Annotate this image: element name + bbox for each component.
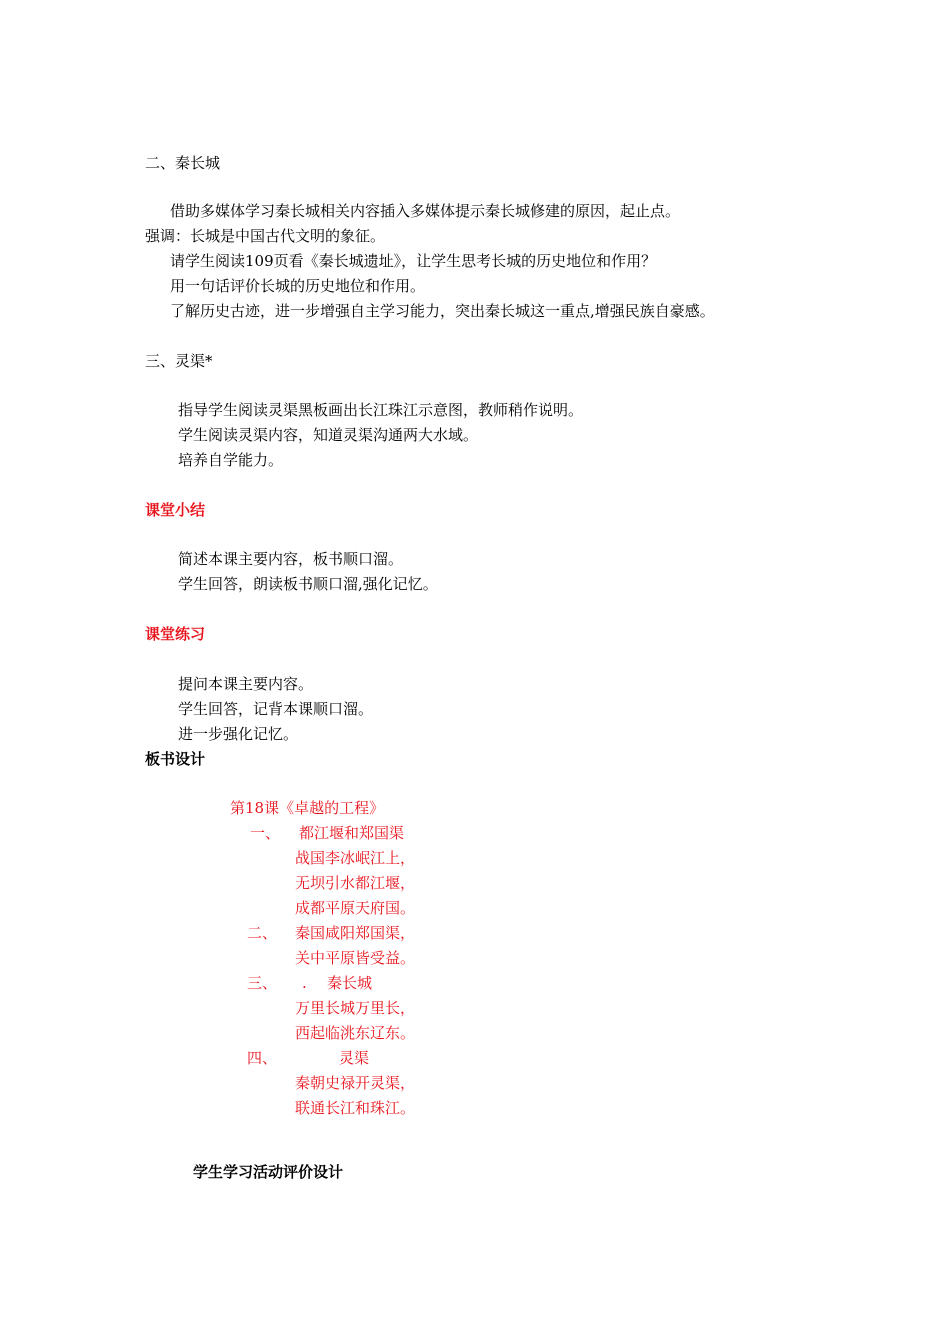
paragraph-line: 请学生阅读109页看《秦长城遗址》，让学生思考长城的历史地位和作用？ <box>170 252 657 270</box>
section-heading-qin-great-wall: 二、秦长城 <box>145 154 221 172</box>
paragraph-line: 指导学生阅读灵渠黑板画出长江珠江示意图，教师稍作说明。 <box>178 401 584 419</box>
board-verse-line: 战国李冰岷江上， <box>295 849 416 867</box>
paragraph-line: 提问本课主要内容。 <box>178 675 314 693</box>
paragraph-line: 借助多媒体学习秦长城相关内容插入多媒体提示秦长城修建的原因，起止点。 <box>170 202 681 220</box>
section-heading-board-design: 板书设计 <box>145 750 206 768</box>
paragraph-line: 学生阅读灵渠内容，知道灵渠沟通两大水域。 <box>178 426 479 444</box>
board-verse-line: 关中平原皆受益。 <box>295 949 416 967</box>
section-heading-lingqu: 三、灵渠* <box>145 352 213 370</box>
paragraph-line: 了解历史古迹，进一步增强自主学习能力，突出秦长城这一重点,增强民族自豪感。 <box>170 302 715 320</box>
paragraph-line: 学生回答，朗读板书顺口溜,强化记忆。 <box>178 575 438 593</box>
board-item-heading: 灵渠 <box>339 1049 370 1067</box>
paragraph-line: 简述本课主要内容，板书顺口溜。 <box>178 550 404 568</box>
section-heading-class-practice: 课堂练习 <box>145 625 206 643</box>
board-verse-line: 西起临洮东辽东。 <box>295 1024 416 1042</box>
board-item-dot: . <box>302 974 307 992</box>
board-verse-line: 无坝引水都江堰， <box>295 874 416 892</box>
board-verse-line: 秦朝史禄开灵渠， <box>295 1074 416 1092</box>
board-item-heading: 秦国咸阳郑国渠， <box>295 924 416 942</box>
paragraph-line: 培养自学能力。 <box>178 451 284 469</box>
board-item-number: 四、 <box>247 1049 278 1067</box>
paragraph-line: 学生回答，记背本课顺口溜。 <box>178 700 374 718</box>
paragraph-line: 用一句话评价长城的历史地位和作用。 <box>170 277 426 295</box>
paragraph-line: 强调：长城是中国古代文明的象征。 <box>145 227 386 245</box>
board-verse-line: 万里长城万里长， <box>295 999 416 1017</box>
board-title: 第18课《卓越的工程》 <box>230 799 385 817</box>
section-heading-student-evaluation: 学生学习活动评价设计 <box>193 1163 344 1181</box>
board-item-heading: 秦长城 <box>327 974 373 992</box>
board-item-heading: 都江堰和郑国渠 <box>299 824 405 842</box>
board-verse-line: 成都平原天府国。 <box>295 899 416 917</box>
board-verse-line: 联通长江和珠江。 <box>295 1099 416 1117</box>
board-item-number: 一、 <box>250 824 281 842</box>
board-item-number: 三、 <box>247 974 278 992</box>
board-item-number: 二、 <box>247 924 278 942</box>
paragraph-line: 进一步强化记忆。 <box>178 725 299 743</box>
section-heading-class-summary: 课堂小结 <box>145 501 206 519</box>
